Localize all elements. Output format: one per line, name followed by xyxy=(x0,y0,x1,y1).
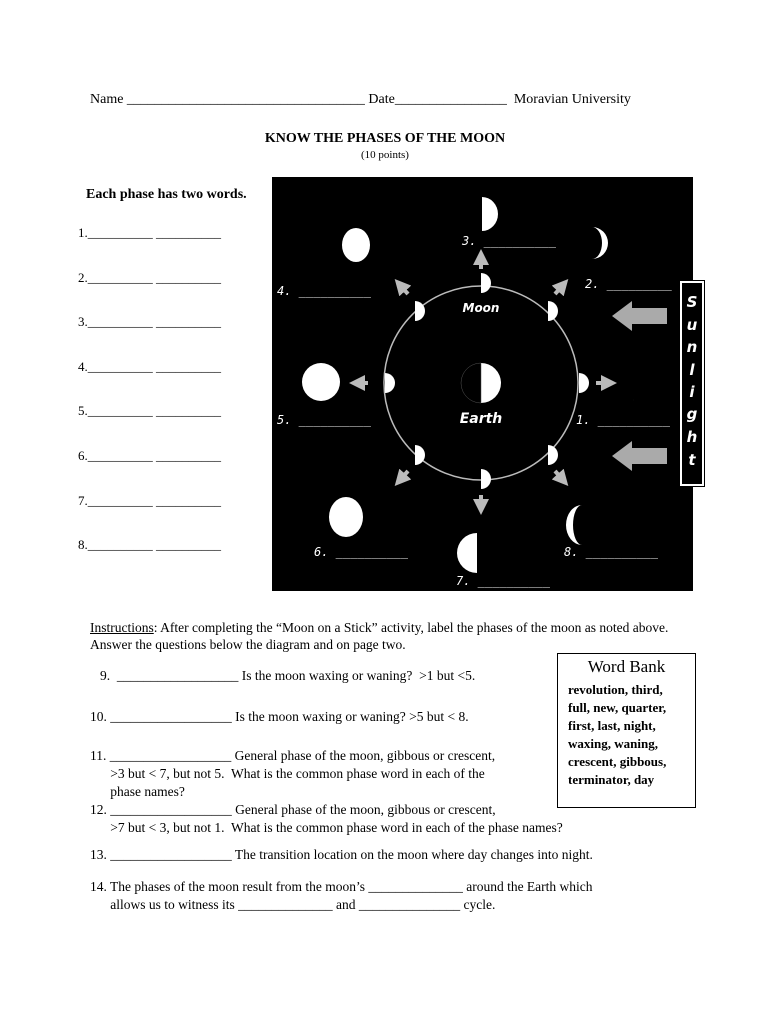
question-10[interactable]: 10. __________________ Is the moon waxing or waning? >5 but < 8. xyxy=(90,709,469,724)
answer-row-8[interactable]: 8.__________ __________ xyxy=(78,537,221,552)
question-14[interactable]: 14. The phases of the moon result from the moon’s ______________ around the Earth which xyxy=(90,879,593,894)
answer-row-5[interactable]: 5.__________ __________ xyxy=(78,403,221,418)
word-bank xyxy=(557,653,696,808)
question-11-line-3: phase names? xyxy=(90,784,185,799)
sunlight-letter: n xyxy=(686,338,698,356)
sunlight-letter: t xyxy=(688,451,696,469)
slot-label-3: 3. __________ xyxy=(462,234,556,248)
instructions xyxy=(90,619,690,653)
moon-label: Moon xyxy=(462,301,500,315)
sunlight-letter: h xyxy=(686,428,698,446)
slot-label-4: 4. __________ xyxy=(277,284,371,298)
phase-7-last-quarter xyxy=(457,533,477,573)
answer-row-2[interactable]: 2.__________ __________ xyxy=(78,270,221,285)
word-bank-line: terminator, day xyxy=(568,772,655,787)
question-14-line-2[interactable]: allows us to witness its ______________ and _______________ cycle. xyxy=(90,897,496,912)
word-bank-line: first, last, night, xyxy=(568,718,656,733)
sunlight-letter: l xyxy=(689,361,695,379)
word-bank-title: Word Bank xyxy=(587,657,666,676)
sunlight-letter: i xyxy=(689,383,695,401)
word-bank-line: waxing, waning, xyxy=(568,736,658,751)
sunlight-letter: g xyxy=(686,405,698,423)
phase-8-crescent xyxy=(566,505,582,545)
answer-row-4[interactable]: 4.__________ __________ xyxy=(78,359,221,374)
slot-label-6: 6. __________ xyxy=(314,545,408,559)
instructions-label: Instructions xyxy=(90,620,154,635)
points-note: (10 points) xyxy=(361,149,409,161)
sunlight-arrows xyxy=(612,301,667,471)
phase-3-first-quarter xyxy=(482,197,498,231)
word-bank-line: revolution, third, xyxy=(568,682,663,697)
sunlight-label xyxy=(680,281,704,486)
page-title: KNOW THE PHASES OF THE MOON xyxy=(264,131,506,146)
phase-2-crescent xyxy=(592,227,608,259)
question-11[interactable]: 11. __________________ General phase of the moon, gibbous or crescent, xyxy=(90,748,496,763)
answer-row-6[interactable]: 6.__________ __________ xyxy=(78,448,221,463)
question-12[interactable]: 12. __________________ General phase of the moon, gibbous or crescent, xyxy=(90,802,496,817)
instructions-text: : After completing the “Moon on a Stick” activity, label the phases of the moon as noted above. Answer the questions below the diagram and on page two. xyxy=(90,620,669,652)
question-12-line-2: >7 but < 3, but not 1. What is the common phase word in each of the phase names? xyxy=(90,820,563,835)
slot-label-5: 5. __________ xyxy=(277,413,371,427)
question-11-line-2: >3 but < 7, but not 5. What is the common phase word in each of the xyxy=(90,766,485,781)
phase-6-gibbous xyxy=(329,497,363,537)
earth-label: Earth xyxy=(459,411,503,427)
orbit-moon-right xyxy=(579,373,589,393)
phase-5-full xyxy=(302,363,340,401)
slot-label-1: 1. __________ xyxy=(576,413,670,427)
sunlight-letter: u xyxy=(686,316,698,334)
phase-4-gibbous xyxy=(342,228,370,262)
lead-text: Each phase has two words. xyxy=(86,187,247,202)
name-date-line: Name __________________________________ Date________________ Moravian University xyxy=(90,92,631,107)
earth-icon xyxy=(481,363,501,403)
word-bank-line: crescent, gibbous, xyxy=(568,754,667,769)
answer-row-7[interactable]: 7.__________ __________ xyxy=(78,493,221,508)
answer-row-1[interactable]: 1.__________ __________ xyxy=(78,225,221,240)
slot-label-8: 8. __________ xyxy=(564,545,658,559)
orbit-moon-left xyxy=(385,373,395,393)
slot-label-7: 7. __________ xyxy=(456,574,550,588)
answer-row-3[interactable]: 3.__________ __________ xyxy=(78,314,221,329)
word-bank-line: full, new, quarter, xyxy=(568,700,667,715)
slot-label-2: 2. _________ xyxy=(585,277,672,291)
question-13[interactable]: 13. __________________ The transition location on the moon where day changes into night. xyxy=(90,847,593,862)
orbit-moon-bottom-right xyxy=(548,445,558,465)
sunlight-letter: S xyxy=(686,293,698,311)
orbit-moon-bottom xyxy=(481,469,491,489)
moon-phase-diagram xyxy=(272,177,693,591)
orbit-moon-top xyxy=(481,273,491,293)
orbit-moon-top-right xyxy=(548,301,558,321)
question-9[interactable]: 9. __________________ Is the moon waxing or waning? >1 but <5. xyxy=(100,668,476,683)
